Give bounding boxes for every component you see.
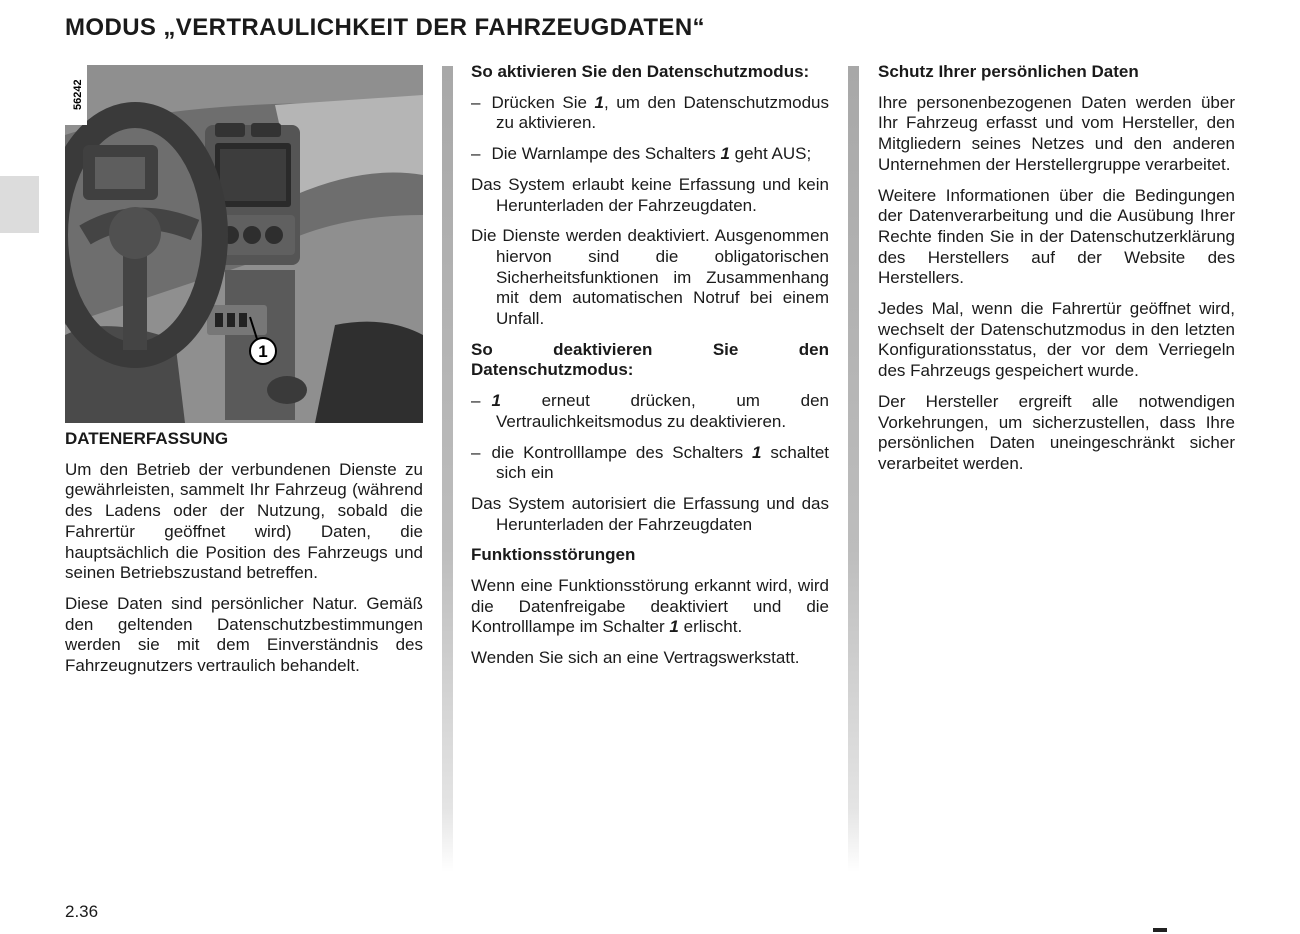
switch-reference: 1 <box>752 442 762 462</box>
section-heading: DATENERFASSUNG <box>65 429 229 448</box>
section-heading: Schutz Ihrer persönlichen Daten <box>878 62 1139 81</box>
switch-reference: 1 <box>720 144 730 164</box>
paragraph: Wenden Sie sich an eine Vertragswerkstatt. <box>471 648 800 668</box>
dashboard-illustration <box>65 65 423 423</box>
paragraph: Das System autorisiert die Erfassung und das Herunterladen der Fahrzeugdaten <box>471 493 829 534</box>
section-heading: So deaktivieren Sie den Datenschutzmodus: <box>471 339 829 380</box>
paragraph: Die Dienste werden deaktiviert. Ausgenommen hiervon sind die obligatorischen Sicherheitsfunktionen im Zusammenhang mit dem automatischen Notruf bei einem Unfall. <box>471 226 829 329</box>
paragraph: Um den Betrieb der verbundenen Dienste zu gewährleisten, sammelt Ihr Fahrzeug (während des Ladens oder der Nutzung, sobald die Fahrertür geöffnet wird) Daten, die hauptsächlich die Position des Fahrzeugs und seinen Betriebszustand betreffen. <box>65 459 423 583</box>
paragraph: Wenn eine Funktionsstörung erkannt wird, wird die Datenfreigabe deaktiviert und die Kontrolllampe im Schalter 1 erlischt. <box>471 576 829 637</box>
column-divider <box>442 66 453 872</box>
paragraph: Jedes Mal, wenn die Fahrertür geöffnet wird, wechselt der Datenschutzmodus in den letzten Konfigurationsstatus, der vor dem Verriegeln des Fahrzeugs gespeichert wurde. <box>878 299 1235 381</box>
dashboard-photo <box>65 65 423 423</box>
chapter-tab <box>0 176 39 233</box>
callout-label: 1 <box>258 342 268 361</box>
list-dash: – <box>471 144 481 164</box>
column-divider <box>848 66 859 872</box>
switch-reference: 1 <box>491 391 501 411</box>
paragraph: Ihre personenbezogenen Daten werden über Ihr Fahrzeug erfasst und vom Hersteller, den Mitgliedern seines Netzes und den anderen Unternehmen der Herstellergruppe verarbeitet. <box>878 92 1235 174</box>
paragraph: Diese Daten sind persönlicher Natur. Gemäß den geltenden Datenschutzbestimmungen werden sie mit dem Einverständnis des Fahrzeugnutzers vertraulich behandelt. <box>65 593 423 676</box>
image-code: 56242 <box>72 79 84 110</box>
section-heading: So aktivieren Sie den Datenschutzmodus: <box>471 62 810 81</box>
right-column <box>878 62 1235 485</box>
list-dash: – <box>471 391 481 411</box>
list-item: – 1 erneut drücken, um den Vertraulichkeitsmodus zu deaktivieren. <box>471 391 829 431</box>
switch-reference: 1 <box>594 92 604 112</box>
corner-mark <box>1153 928 1167 932</box>
page-number: 2.36 <box>65 902 99 921</box>
paragraph: Der Hersteller ergreift alle notwendigen Vorkehrungen, um sicherzustellen, dass Ihre persönlichen Daten uneingeschränkt sicher verarbeitet werden. <box>878 391 1235 473</box>
list-item: – die Kontrolllampe des Schalters 1 schaltet sich ein <box>471 442 830 483</box>
left-column <box>65 429 423 687</box>
paragraph: Das System erlaubt keine Erfassung und kein Herunterladen der Fahrzeugdaten. <box>471 174 829 215</box>
list-item: – Drücken Sie 1, um den Datenschutzmodus zu aktivieren. <box>471 92 829 133</box>
page-title: MODUS „VERTRAULICHKEIT DER FAHRZEUGDATEN“ <box>65 14 705 41</box>
list-dash: – <box>471 442 481 462</box>
middle-column <box>471 62 829 679</box>
paragraph: Weitere Informationen über die Bedingungen der Datenverarbeitung und die Ausübung Ihrer Rechte finden Sie in der Datenschutzerklärung des Herstellers auf der Website des Herstellers. <box>878 185 1235 288</box>
switch-reference: 1 <box>669 617 679 637</box>
list-item: – Die Warnlampe des Schalters 1 geht AUS; <box>471 144 812 164</box>
list-dash: – <box>471 92 481 112</box>
section-heading: Funktionsstörungen <box>471 545 636 565</box>
